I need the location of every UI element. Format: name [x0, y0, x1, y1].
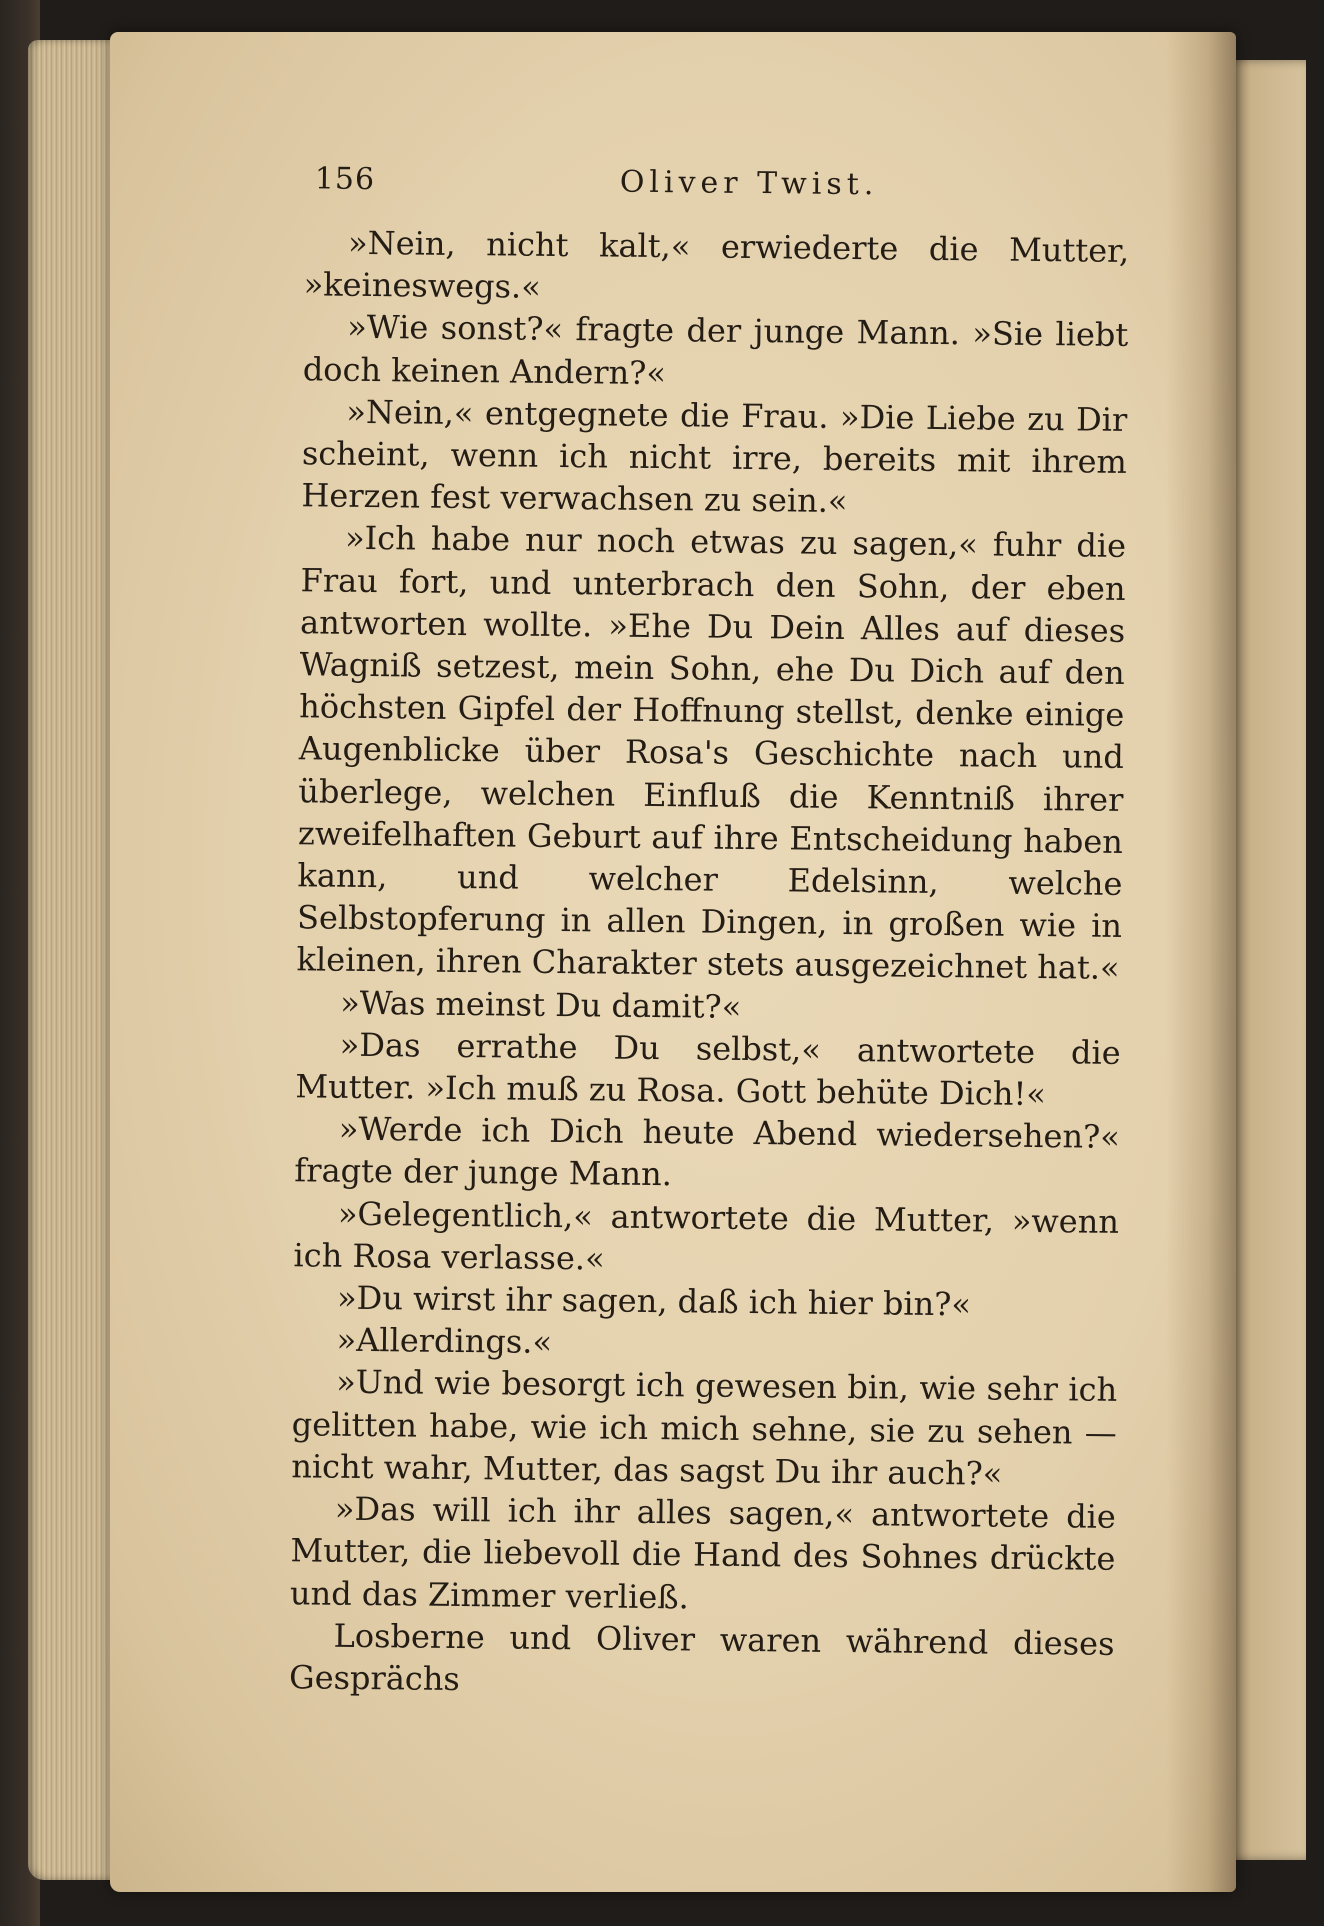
paragraph: »Nein,« entgegnete die Frau. »Die Liebe zu Dir scheint, wenn ich nicht irre, bereits mit ihrem Herzen fest verwachsen zu sein.«	[301, 392, 1128, 521]
paragraph: »Das errathe Du selbst,« antwortete die Mutter. »Ich muß zu Rosa. Gott behüte Dich!«	[295, 1025, 1121, 1114]
paragraph: »Das will ich ihr alles sagen,« antwortete die Mutter, die liebevoll die Hand des Sohnes drückte und das Zimmer verließ.	[289, 1489, 1117, 1616]
paragraph: »Und wie besorgt ich gewesen bin, wie sehr ich gelitten habe, wie ich mich sehne, sie zu sehen — nicht wahr, Mutter, das sagst Du ihr auch?«	[291, 1363, 1118, 1493]
page-number: 156	[314, 161, 376, 198]
running-title: Oliver Twist.	[619, 164, 879, 203]
facing-page-edge	[1226, 60, 1306, 1860]
paragraph: »Was meinst Du damit?«	[339, 983, 742, 1026]
running-head	[179, 160, 1140, 226]
paragraph: »Du wirst ihr sagen, daß ich hier bin?«	[336, 1278, 972, 1324]
paragraph: »Werde ich Dich heute Abend wiedersehen?« fragte der junge Mann.	[294, 1109, 1121, 1194]
paragraph: »Gelegentlich,« antwortete die Mutter, »wenn ich Rosa verlasse.«	[293, 1194, 1120, 1278]
paragraph: Losberne und Oliver waren während dieses Gesprächs	[288, 1616, 1115, 1698]
paragraph: »Ich habe nur noch etwas zu sagen,« fuhr die Frau fort, und unterbrach den Sohn, der eben antworten wollte. »Ehe Du Dein Alles auf dieses Wagniß setzest, mein Sohn, ehe Du Dich auf den höchsten Gipfel der Hoffnung stellst, denke einige Augenblicke über Rosa's Geschichte nach und überlege, welchen Einfluß die Kenntniß ihrer zweifelhaften Geburt auf ihre Entscheidung haben kann, und welcher Edelsinn, welche Selbstopferung in allen Dingen, in großen wie in kleinen, ihren Charakter stets ausgezeichnet hat.«	[296, 519, 1127, 988]
paragraph: »Allerdings.«	[336, 1320, 553, 1362]
binding-gutter-shadow	[1166, 32, 1236, 1892]
paragraph: »Nein, nicht kalt,« erwiederte die Mutter, »keineswegs.«	[303, 223, 1130, 306]
page-text-block	[164, 160, 1140, 1707]
paragraph: »Wie sonst?« fragte der junge Mann. »Sie liebt doch keinen Andern?«	[302, 308, 1129, 392]
